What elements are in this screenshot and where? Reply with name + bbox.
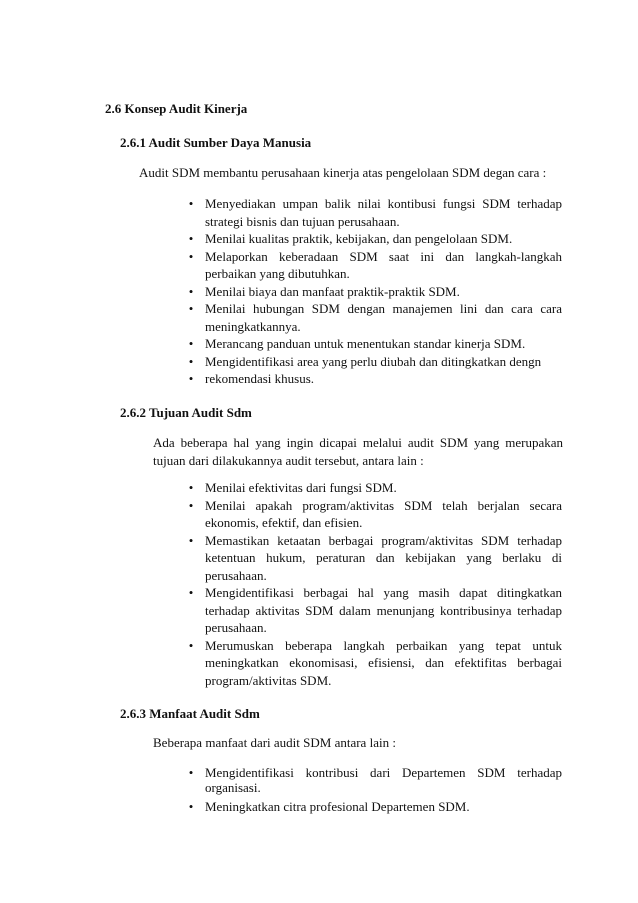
bullet-icon: • [188,497,194,513]
list-item: • Menilai kualitas praktik, kebijakan, dan pengelolaan SDM. [205,230,562,248]
bullet-icon: • [188,196,194,211]
list-item: • Menyediakan umpan balik nilai kontibusi fungsi SDM terhadap strategi bisnis dan tujuan perusahaan. [205,195,562,230]
bullet-icon: • [188,371,194,386]
bullet-list-2-6-1 [188,195,562,388]
list-item: • Mengidentifikasi berbagai hal yang masih dapat ditingkatkan terhadap aktivitas SDM dalam menunjang kontribusinya terhadap perusahaan. [205,584,562,637]
bullet-icon: • [188,765,194,780]
bullet-list-2-6-2 [188,479,562,689]
bullet-list-2-6-3 [188,765,562,815]
list-item: • Menilai efektivitas dari fungsi SDM. [205,479,562,497]
bullet-icon: • [188,248,194,264]
list-item: • Menilai hubungan SDM dengan manajemen lini dan cara cara meningkatkannya. [205,300,562,335]
bullet-icon: • [188,336,194,351]
list-item: • rekomendasi khusus. [205,370,562,388]
subsection-heading-2-6-3: 2.6.3 Manfaat Audit Sdm [120,706,260,721]
bullet-icon: • [188,637,194,653]
bullet-icon: • [188,283,194,299]
bullet-icon: • [188,480,194,495]
subsection-intro-2-6-1: Audit SDM membantu perusahaan kinerja atas pengelolaan SDM degan cara : [139,165,547,180]
bullet-icon: • [188,231,194,246]
list-item: • Melaporkan keberadaan SDM saat ini dan langkah-langkah perbaikan yang dibutuhkan. [205,248,562,283]
list-item: • Merumuskan beberapa langkah perbaikan yang tepat untuk meningkatkan ekonomisasi, efisiensi, dan efektifitas berbagai program/aktivitas SDM. [205,637,562,690]
subsection-heading-2-6-2: 2.6.2 Tujuan Audit Sdm [120,405,252,420]
section-heading: 2.6 Konsep Audit Kinerja [105,101,248,116]
list-item: • Meningkatkan citra profesional Departemen SDM. [205,800,562,815]
list-item: • Memastikan ketaatan berbagai program/aktivitas SDM terhadap ketentuan hukum, peraturan dan kebijakan yang berlaku di perusahaan. [205,532,562,585]
subsection-intro-2-6-2: Ada beberapa hal yang ingin dicapai melalui audit SDM yang merupakan tujuan dari dilakukannya audit tersebut, antara lain : [153,435,563,468]
subsection-heading-2-6-1: 2.6.1 Audit Sumber Daya Manusia [120,135,312,150]
bullet-icon: • [188,585,194,600]
bullet-icon: • [188,532,194,548]
list-item: • Mengidentifikasi area yang perlu diubah dan ditingkatkan dengn [205,353,562,371]
list-item: • Menilai apakah program/aktivitas SDM telah berjalan secara ekonomis, efektif, dan efisien. [205,497,562,532]
bullet-icon: • [188,799,194,814]
bullet-icon: • [188,301,194,316]
bullet-icon: • [188,353,194,369]
list-item: • Menilai biaya dan manfaat praktik-praktik SDM. [205,283,562,301]
list-item: • Merancang panduan untuk menentukan standar kinerja SDM. [205,335,562,353]
subsection-intro-2-6-3: Beberapa manfaat dari audit SDM antara lain : [153,735,396,750]
list-item: • Mengidentifikasi kontribusi dari Departemen SDM terhadap organisasi. [205,766,562,795]
